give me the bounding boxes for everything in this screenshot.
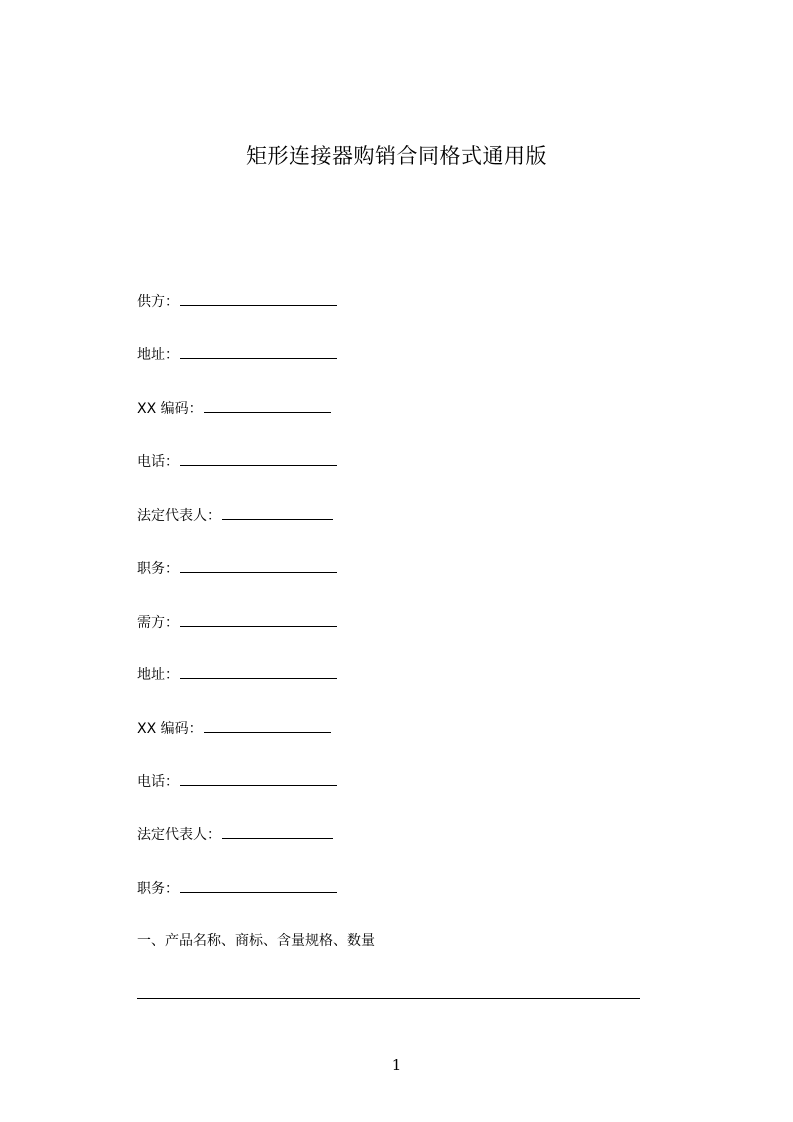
supplier-legal-representative-field bbox=[137, 504, 333, 526]
fill-in-blank[interactable] bbox=[180, 663, 337, 679]
buyer-legal-representative-field bbox=[137, 823, 333, 845]
fill-in-blank[interactable] bbox=[180, 770, 337, 786]
fill-in-blank[interactable] bbox=[180, 877, 337, 893]
supplier-position-field bbox=[137, 557, 337, 579]
fill-in-blank[interactable] bbox=[180, 450, 337, 466]
field-label: 地址： bbox=[137, 347, 179, 363]
field-label: 法定代表人： bbox=[137, 508, 221, 524]
field-label: 法定代表人： bbox=[137, 827, 221, 843]
field-label: XX 编码： bbox=[137, 721, 203, 737]
buyer-postcode-field bbox=[137, 717, 331, 739]
field-label: 职务： bbox=[137, 881, 179, 897]
supplier-name-field bbox=[137, 290, 337, 312]
field-label: 需方： bbox=[137, 615, 179, 631]
supplier-address-field bbox=[137, 343, 337, 365]
supplier-postcode-field bbox=[137, 397, 331, 419]
buyer-name-field bbox=[137, 611, 337, 633]
field-label: 地址： bbox=[137, 667, 179, 683]
fill-in-blank[interactable] bbox=[180, 557, 337, 573]
fill-in-blank[interactable] bbox=[180, 343, 337, 359]
field-label: 电话： bbox=[137, 774, 179, 790]
section-heading: 一、产品名称、商标、含量规格、数量 bbox=[137, 933, 375, 949]
supplier-phone-field bbox=[137, 450, 337, 472]
buyer-address-field bbox=[137, 663, 337, 685]
fill-in-blank[interactable] bbox=[222, 823, 333, 839]
field-label: 电话： bbox=[137, 454, 179, 470]
field-label: 职务： bbox=[137, 561, 179, 577]
fill-in-line[interactable] bbox=[137, 998, 640, 999]
buyer-position-field bbox=[137, 877, 337, 899]
field-label: 供方： bbox=[137, 294, 179, 310]
fill-in-blank[interactable] bbox=[180, 611, 337, 627]
fill-in-blank[interactable] bbox=[204, 397, 331, 413]
page-number: 1 bbox=[391, 1056, 402, 1074]
buyer-phone-field bbox=[137, 770, 337, 792]
fill-in-blank[interactable] bbox=[204, 717, 331, 733]
fill-in-blank[interactable] bbox=[180, 290, 337, 306]
fill-in-blank[interactable] bbox=[222, 504, 333, 520]
field-label: XX 编码： bbox=[137, 401, 203, 417]
document-title: 矩形连接器购销合同格式通用版 bbox=[246, 144, 547, 168]
